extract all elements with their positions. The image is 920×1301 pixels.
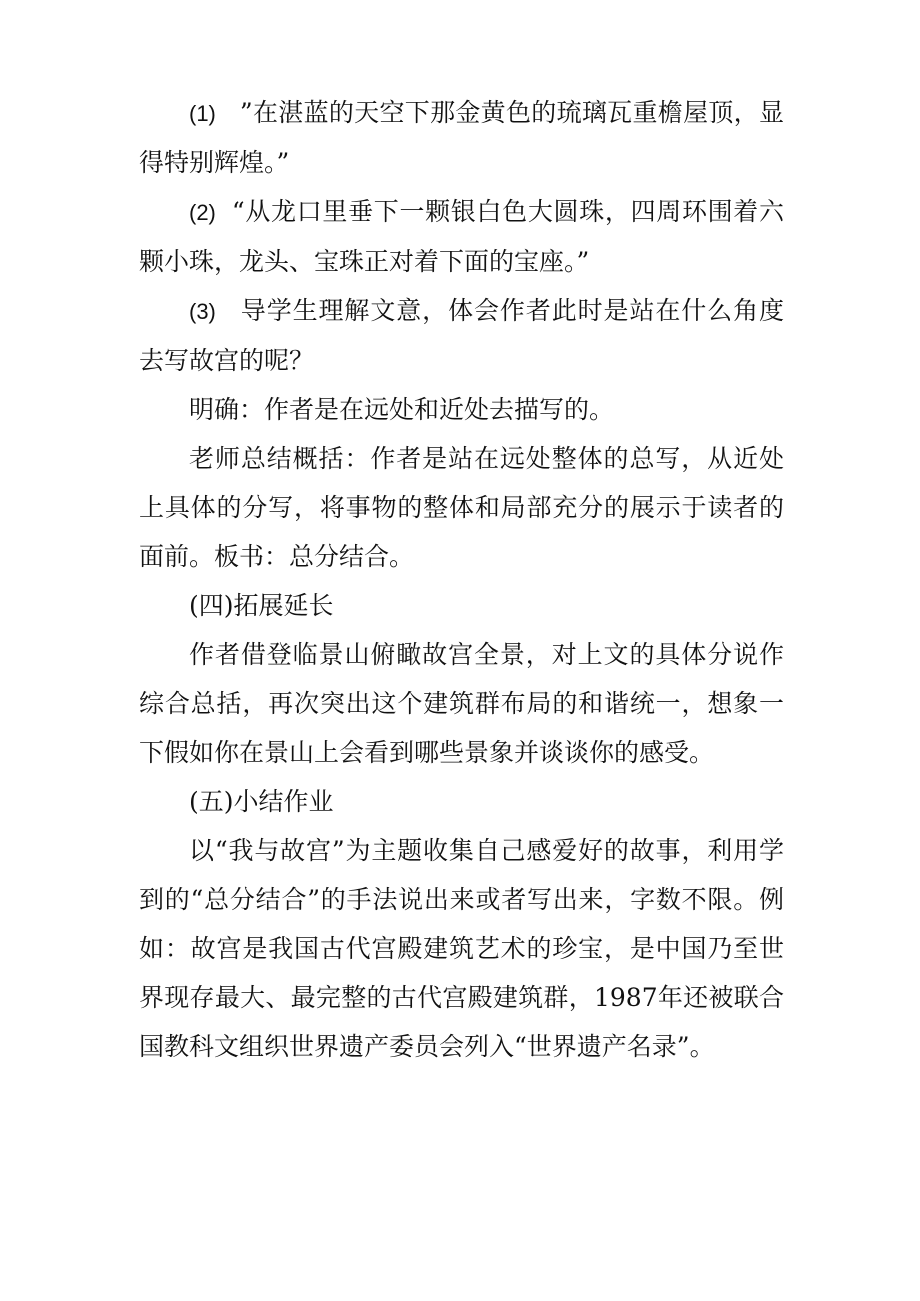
paragraph-summary: 老师总结概括：作者是站在远处整体的总写，从近处上具体的分写，将事物的整体和局部充分的展示于读者的面前。板书：总分结合。 [139, 444, 784, 571]
item-number: (2) [189, 200, 216, 225]
document-body [139, 88, 784, 1071]
section-heading-extension: (四)拓展延长 [189, 591, 334, 620]
paragraph-answer: 明确：作者是在远处和近处去描写的。 [189, 395, 615, 424]
paragraph-text: “从龙口里垂下一颗银白色大圆珠，四周环围着六颗小珠，龙头、宝珠正对着下面的宝座。” [139, 197, 784, 276]
item-number: (3) [189, 299, 216, 324]
paragraph-item-1 [139, 88, 784, 187]
paragraph-text: 导学生理解文意，体会作者此时是站在什么角度去写故宫的呢？ [139, 296, 784, 375]
paragraph-item-2 [139, 187, 784, 286]
section-heading-homework: (五)小结作业 [189, 787, 334, 816]
paragraph-homework: 以“我与故宫”为主题收集自己感爱好的故事，利用学到的“总分结合”的手法说出来或者写出来，字数不限。例如：故宫是我国古代宫殿建筑艺术的珍宝，是中国乃至世界现存最大、最完整的古代宫殿建筑群，1987年还被联合国教科文组织世界遗产委员会列入“世界遗产名录”。 [139, 836, 784, 1061]
paragraph-extension: 作者借登临景山俯瞰故宫全景，对上文的具体分说作综合总括，再次突出这个建筑群布局的和谐统一，想象一下假如你在景山上会看到哪些景象并谈谈你的感受。 [139, 640, 784, 767]
paragraph-text: ”在湛蓝的天空下那金黄色的琉璃瓦重檐屋顶，显得特别辉煌。” [139, 98, 784, 177]
paragraph-item-3 [139, 286, 784, 385]
item-number: (1) [189, 101, 216, 126]
